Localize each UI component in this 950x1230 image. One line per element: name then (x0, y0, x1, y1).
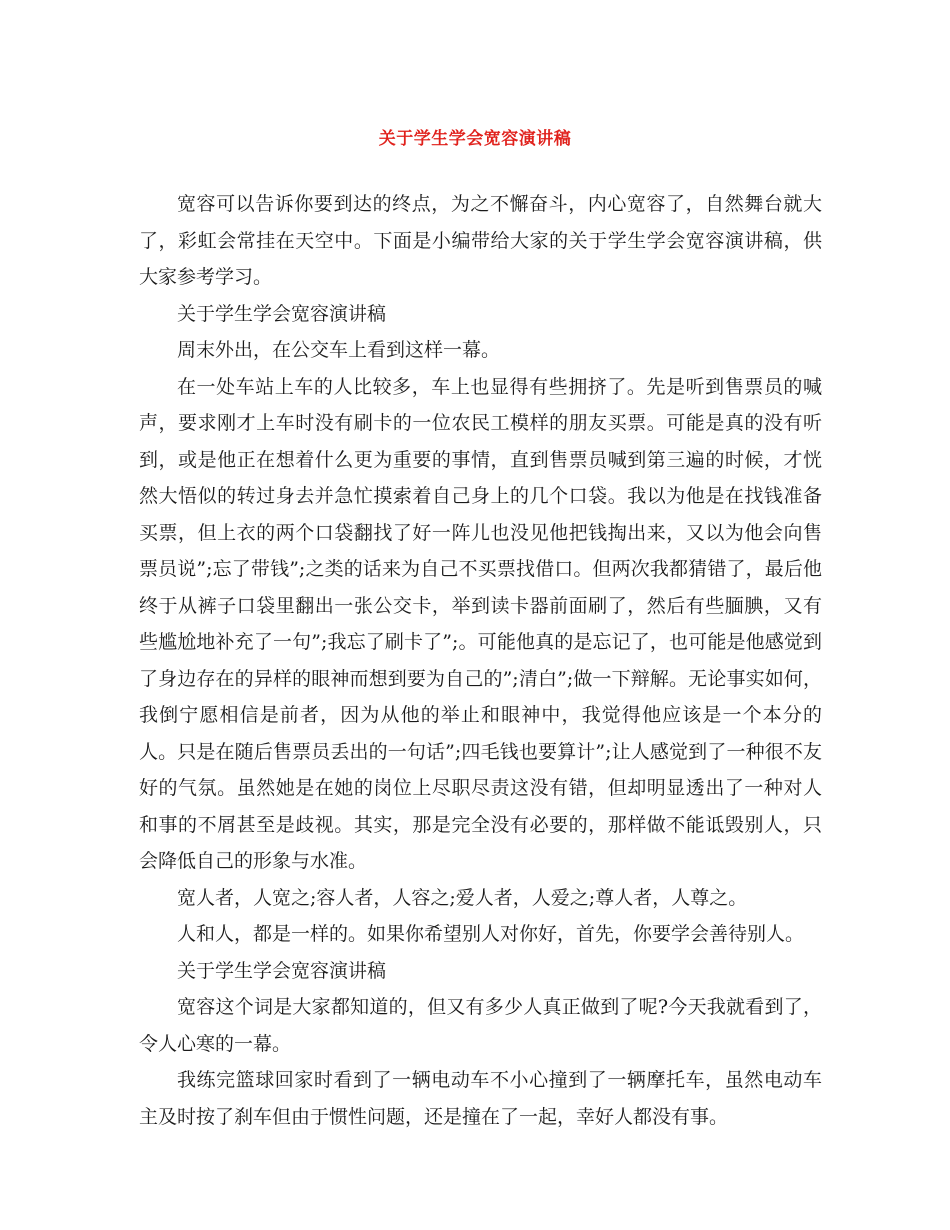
paragraph-intro: 宽容可以告诉你要到达的终点，为之不懈奋斗，内心宽容了，自然舞台就大了，彩虹会常挂在天空中。下面是小编带给大家的关于学生学会宽容演讲稿，供大家参考学习。 (139, 193, 822, 288)
paragraph-subtitle: 关于学生学会宽容演讲稿 (177, 959, 387, 982)
paragraph: 在一处车站上车的人比较多，车上也显得有些拥挤了。先是听到售票员的喊声，要求刚才上车时没有刷卡的一位农民工模样的朋友买票。可能是真的没有听到，或是他正在想着什么更为重要的事情，直到售票员喊到第三遍的时候，才恍然大悟似的转过身去并急忙摸索着自己身上的几个口袋。我以为他是在找钱准备买票，但上衣的两个口袋翻找了好一阵儿也没见他把钱掏出来，又以为他会向售票员说”;忘了带钱”;之类的话来为自己不买票找借口。但两次我都猜错了，最后他终于从裤子口袋里翻出一张公交卡，举到读卡器前面刷了，然后有些腼腆，又有些尴尬地补充了一句”;我忘了刷卡了”;。可能他真的是忘记了，也可能是他感觉到了身边存在的异样的眼神而想到要为自己的”;清白”;做一下辩解。无论事实如何，我倒宁愿相信是前者，因为从他的举止和眼神中，我觉得他应该是一个本分的人。只是在随后售票员丢出的一句话”;四毛钱也要算计”;让人感觉到了一种很不友好的气氛。虽然她是在她的岗位上尽职尽责这没有错，但却明显透出了一种对人和事的不屑甚至是歧视。其实，那是完全没有必要的，那样做不能诋毁别人，只会降低自己的形象与水准。 (139, 375, 822, 872)
paragraph: 我练完篮球回家时看到了一辆电动车不小心撞到了一辆摩托车，虽然电动车主及时按了刹车但由于惯性问题，还是撞在了一起，幸好人都没有事。 (139, 1069, 822, 1128)
document-body (139, 186, 822, 1135)
paragraph: 周末外出，在公交车上看到这样一幕。 (177, 339, 501, 361)
paragraph-subtitle: 关于学生学会宽容演讲稿 (177, 302, 387, 325)
paragraph: 宽容这个词是大家都知道的，但又有多少人真正做到了呢?今天我就看到了，令人心寒的一幕。 (139, 996, 822, 1055)
document-title: 关于学生学会宽容演讲稿 (378, 129, 572, 149)
paragraph: 宽人者，人宽之;容人者，人容之;爱人者，人爱之;尊人者，人尊之。 (177, 886, 748, 909)
paragraph: 人和人，都是一样的。如果你希望别人对你好，首先，你要学会善待别人。 (177, 923, 805, 945)
